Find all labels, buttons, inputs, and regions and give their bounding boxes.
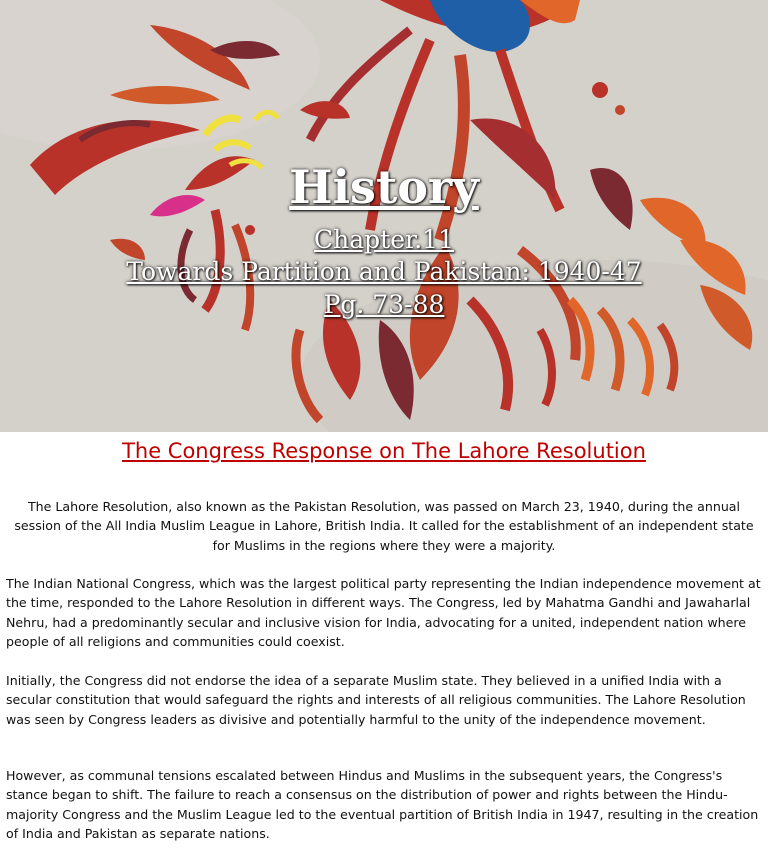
- paragraph-lahore-resolution: The Lahore Resolution, also known as the Pakistan Resolution, was passed on March 23, 1940, during the annual session of the All India Muslim League in Lahore, British India. It called for the establishment of an independent state for Muslims in the regions where they were a majority.: [14, 499, 754, 553]
- chapter-number: Chapter.11: [314, 225, 454, 254]
- header-banner: [0, 0, 768, 432]
- chapter-title: Towards Partition and Pakistan: 1940-47: [126, 257, 642, 286]
- paragraph-congress-response: The Indian National Congress, which was the largest political party representing the Indian independence movement at the time, responded to the Lahore Resolution in different ways. The Congress, led by Mahatma Gandhi and Jawaharlal Nehru, had a predominantly secular and inclusive vision for India, advocating for a united, independent nation where people of all religions and communities could coexist.: [6, 576, 761, 650]
- paragraph-stance-shift: However, as communal tensions escalated between Hindus and Muslims in the subsequent years, the Congress's stance began to shift. The failure to reach a consensus on the distribution of power and rights between the Hindu-majority Congress and the Muslim League led to the eventual partition of British India in 1947, resulting in the creation of India and Pakistan as separate nations.: [6, 768, 759, 842]
- paragraph-initial-stance: Initially, the Congress did not endorse the idea of a separate Muslim state. They believed in a unified India with a secular constitution that would safeguard the rights and interests of all religious communities. The Lahore Resolution was seen by Congress leaders as divisive and potentially harmful to the unity of the independence movement.: [6, 673, 746, 727]
- article-heading: The Congress Response on The Lahore Resolution: [122, 439, 646, 463]
- subject-title: History: [289, 160, 479, 214]
- page-range: Pg. 73-88: [323, 290, 445, 319]
- painted-flower-artwork: [0, 0, 768, 432]
